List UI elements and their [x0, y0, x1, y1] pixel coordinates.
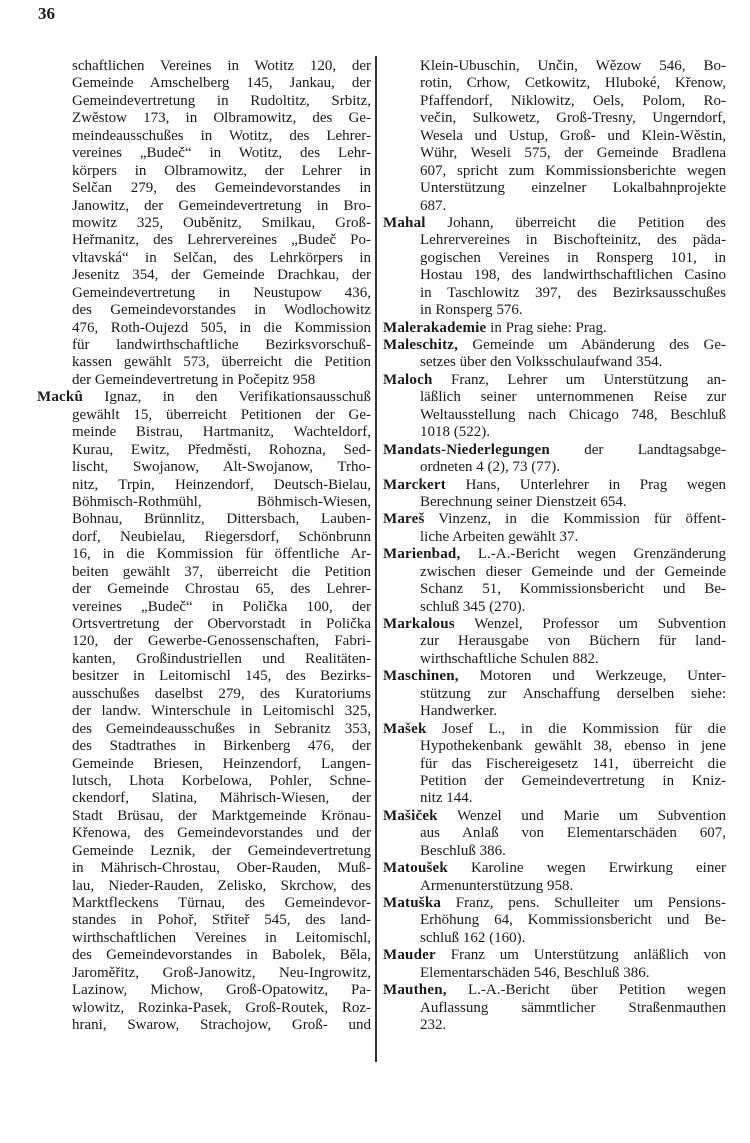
- index-entry-line: [383, 668, 726, 685]
- index-text-line: [383, 703, 726, 720]
- index-text-line: [37, 651, 371, 668]
- index-text: ordneten 4 (2), 73 (77).: [420, 459, 560, 476]
- index-text: wlowitz, Rozinka-Pasek, Groß-Routek, Roz-: [72, 999, 371, 1016]
- index-text-line: [37, 354, 371, 371]
- index-text: Handwerker.: [420, 703, 498, 720]
- index-text: schluß 162 (160).: [420, 929, 526, 946]
- index-text-line: [37, 808, 371, 825]
- index-text: Hans, Unterlehrer in Prag wegen: [445, 476, 726, 493]
- index-text: Elementarschäden 546, Beschluß 386.: [420, 964, 650, 981]
- index-text: 16, in die Kommission für öffentliche Ar-: [72, 546, 371, 563]
- index-entry-line: [383, 372, 726, 389]
- index-text: lau, Nieder-Rauden, Zelisko, Skrchow, des: [72, 877, 371, 894]
- index-text: der Gemeinde Chrostau 65, des Lehrer-: [72, 581, 371, 598]
- index-text-line: [37, 407, 371, 424]
- index-headword: Markalous: [383, 616, 455, 632]
- index-text-line: [37, 424, 371, 441]
- index-headword: Mašiček: [383, 807, 438, 824]
- index-text: 687.: [420, 197, 447, 214]
- index-text: Klein-Ubuschin, Unčin, Wězow 546, Bo-: [420, 58, 726, 74]
- index-text-line: [383, 232, 726, 249]
- index-text-line: [37, 860, 371, 877]
- index-text: 1018 (522).: [420, 424, 490, 441]
- index-text-line: [37, 477, 371, 494]
- index-text: Pfaffendorf, Niklowitz, Oels, Polom, Ro-: [420, 92, 726, 109]
- index-text: Gemeindevertretung in Rudoltitz, Srbitz,: [72, 92, 371, 109]
- index-text-line: [37, 110, 371, 127]
- index-text: Lehrervereines in Bischofteinitz, des päda-: [420, 232, 726, 249]
- index-text-line: [37, 982, 371, 999]
- index-headword: Mahal: [383, 214, 426, 231]
- index-text-line: [383, 110, 726, 127]
- index-text-line: [37, 721, 371, 738]
- index-headword: Matuška: [383, 895, 442, 911]
- column-divider: [375, 56, 377, 1062]
- index-text: Gemeinde Leznik, der Gemeindevertretung: [72, 842, 371, 859]
- index-text-line: [383, 58, 726, 75]
- index-text: in Ronsperg 576.: [420, 302, 523, 319]
- index-text-line: [383, 825, 726, 842]
- index-text-line: [383, 599, 726, 616]
- index-text-line: [37, 372, 371, 389]
- index-text-line: [383, 756, 726, 773]
- index-text: Hostau 198, des landwirthschaftlichen Casino: [420, 267, 726, 284]
- index-text: der Landtagsabge-: [549, 441, 726, 458]
- index-text: Franz, Lehrer um Unterstützung an-: [432, 371, 726, 388]
- index-headword: Mareš: [383, 511, 425, 528]
- index-text-line: [37, 668, 371, 685]
- index-text-line: [383, 93, 726, 110]
- index-text: Ignaz, in den Verifikationsausschuß: [83, 389, 371, 406]
- index-text: Schanz 51, Kommissionsbericht und Be-: [420, 581, 726, 598]
- index-text-line: [37, 494, 371, 511]
- index-text: meinde Bistrau, Hartmanitz, Wachteldorf,: [72, 424, 371, 441]
- index-text-line: [383, 459, 726, 476]
- index-text-line: [383, 180, 726, 197]
- index-text-line: [37, 302, 371, 319]
- index-text-line: [37, 511, 371, 528]
- index-text-line: [37, 599, 371, 616]
- index-text: lischt, Swojanow, Alt-Swojanow, Trho-: [72, 459, 371, 476]
- index-text: Kurau, Ewitz, Předměsti, Rohozna, Sed-: [72, 441, 371, 458]
- index-text: besitzer in Leitomischl 145, des Bezirks-: [72, 668, 371, 685]
- index-text-line: [383, 581, 726, 598]
- index-text-line: [383, 75, 726, 92]
- index-text-line: [37, 267, 371, 284]
- index-text-line: [383, 965, 726, 982]
- index-text: Ortsvertretung der Obervorstadt in Polička: [72, 616, 371, 632]
- index-text: Lazinow, Michow, Groß-Opatowitz, Pa-: [72, 982, 371, 999]
- index-entry-line: [383, 616, 726, 633]
- index-text-line: [37, 790, 371, 807]
- index-text-line: [383, 529, 726, 546]
- index-text: Janowitz, der Gemeindevertretung in Bro-: [72, 197, 371, 214]
- index-text-line: [383, 790, 726, 807]
- index-text: Motoren und Werkzeuge, Unter-: [458, 668, 726, 685]
- index-text-line: [383, 198, 726, 215]
- index-text: Heřmanitz, des Lehrervereines „Budeč Po-: [72, 232, 371, 249]
- index-text-line: [37, 947, 371, 964]
- index-text: Josef L., in die Kommission für die: [426, 720, 726, 737]
- index-text: kanten, Großindustriellen und Realitäten-: [72, 650, 371, 667]
- index-text-line: [37, 686, 371, 703]
- index-text-line: [37, 93, 371, 110]
- index-text-line: [37, 337, 371, 354]
- index-text-line: [37, 75, 371, 92]
- index-text: standes in Pohoř, Střiteř 545, des land-: [72, 912, 371, 929]
- index-text-line: [37, 756, 371, 773]
- index-text: Hypothekenbank gewählt 38, ebenso in jene: [420, 738, 726, 755]
- index-text-line: [383, 145, 726, 162]
- index-text: für das Fischereigesetz 141, überreicht die: [420, 755, 726, 772]
- index-text-line: [37, 633, 371, 650]
- index-headword: Marienbad,: [383, 546, 461, 563]
- index-text: der landw. Winterschule in Leitomischl 325,: [72, 703, 371, 720]
- index-text-line: [37, 703, 371, 720]
- index-headword: Malerakademie: [383, 319, 487, 336]
- index-text-line: [37, 1017, 371, 1034]
- index-column-right: [383, 58, 726, 1035]
- index-text-line: [37, 616, 371, 633]
- index-headword: Mauder: [383, 947, 436, 964]
- index-text-line: [383, 633, 726, 650]
- index-text-line: [37, 180, 371, 197]
- index-text-line: [383, 686, 726, 703]
- index-text: gogischen Vereines in Ronsperg 101, in: [420, 249, 726, 266]
- index-entry-line: [383, 947, 726, 964]
- index-text: meindeausschußes in Wotitz, des Lehrer-: [72, 127, 371, 144]
- index-text: des Stadtrathes in Birkenberg 476, der: [72, 738, 371, 755]
- index-text-line: [37, 529, 371, 546]
- index-text: rotin, Crhow, Cetkowitz, Hluboké, Křenow,: [420, 75, 726, 92]
- index-text: večin, Sulkowetz, Groß-Tresny, Ungerndorf,: [420, 110, 726, 127]
- index-headword: Mauthen,: [383, 982, 447, 999]
- index-headword: Matoušek: [383, 860, 448, 877]
- index-text-line: [383, 494, 726, 511]
- index-text-line: [37, 878, 371, 895]
- index-text-line: [383, 267, 726, 284]
- index-headword: Maloch: [383, 371, 433, 388]
- index-entry-line: [383, 511, 726, 528]
- index-text: körpers in Olbramowitz, der Lehrer in: [72, 162, 371, 179]
- index-entry-line: [383, 895, 726, 912]
- index-text-line: [37, 912, 371, 929]
- index-text-line: [37, 250, 371, 267]
- index-text: vltavská“ in Selčan, des Lehrkörpers in: [72, 249, 371, 266]
- index-text: setzes über den Volksschulaufwand 354.: [420, 354, 663, 371]
- index-headword: Mašek: [383, 720, 427, 737]
- index-text: ausschußes daselbst 279, des Kuratoriums: [72, 685, 371, 702]
- index-text-line: [383, 912, 726, 929]
- index-text-line: [383, 1000, 726, 1017]
- index-text: Unterstützung einzelner Lokalbahnprojekte: [420, 180, 726, 197]
- index-text-line: [383, 738, 726, 755]
- index-text: dorf, Neubielau, Riegersdorf, Schönbrunn: [72, 528, 371, 545]
- index-text-line: [37, 965, 371, 982]
- index-text: Selčan 279, des Gemeindevorstandes in: [72, 180, 371, 197]
- index-entry-line: [37, 389, 371, 406]
- index-text: nitz 144.: [420, 790, 473, 807]
- index-text: 607, spricht zum Kommissionsberichte wegen: [420, 162, 726, 179]
- index-text: in Mährisch-Chrostau, Ober-Rauden, Muß-: [72, 860, 371, 877]
- index-text-line: [37, 459, 371, 476]
- index-entry-line: [383, 215, 726, 232]
- index-text: ckendorf, Slatina, Mährisch-Wiesen, der: [72, 790, 371, 807]
- index-text: Vinzenz, in die Kommission für öffent-: [424, 511, 726, 528]
- index-text: Franz, pens. Schulleiter um Pensions-: [441, 895, 726, 911]
- index-text: liche Arbeiten gewählt 37.: [420, 528, 579, 545]
- index-text: Weltausstellung nach Chicago 748, Beschluß: [420, 406, 726, 423]
- index-text-line: [37, 442, 371, 459]
- index-entry-line: [383, 337, 726, 354]
- index-text: Erhöhung 64, Kommissionsbericht und Be-: [420, 912, 726, 929]
- index-text: vereines „Budeč“ in Polička 100, der: [72, 598, 371, 615]
- index-text-line: [383, 651, 726, 668]
- index-text-line: [383, 407, 726, 424]
- index-text: Křenowa, des Gemeindevorstandes und der: [72, 825, 371, 842]
- index-text-line: [37, 843, 371, 860]
- index-text: Berechnung seiner Dienstzeit 654.: [420, 493, 627, 510]
- index-text: 232.: [420, 1017, 447, 1034]
- index-text: hrani, Swarow, Strachojow, Groß- und: [72, 1017, 371, 1034]
- index-text-line: [383, 773, 726, 790]
- index-text: Gemeindevertretung in Neustupow 436,: [72, 284, 371, 301]
- index-text-line: [37, 546, 371, 563]
- index-text-line: [37, 215, 371, 232]
- index-text: Gemeinde Amschelberg 145, Jankau, der: [72, 75, 371, 92]
- index-text: Franz um Unterstützung anläßlich von: [435, 947, 726, 964]
- index-text: schaftlichen Vereines in Wotitz 120, der: [72, 58, 371, 74]
- index-text: Wenzel und Marie um Subvention: [437, 807, 726, 824]
- index-entry-line: [383, 546, 726, 563]
- index-text: Bohnau, Brünnlitz, Dittersbach, Lauben-: [72, 511, 371, 528]
- index-text-line: [383, 163, 726, 180]
- index-text: kassen gewählt 573, überreicht die Petition: [72, 354, 371, 371]
- index-text: des Gemeindeausschußes in Sebranitz 353,: [72, 720, 371, 737]
- index-entry-line: [383, 320, 726, 337]
- index-text: aus Anlaß von Elementarschäden 607,: [420, 825, 726, 842]
- index-text: Gemeinde Briesen, Heinzendorf, Langen-: [72, 755, 371, 772]
- index-entry-line: [383, 808, 726, 825]
- index-text: Auflassung sämmtlicher Straßenmauthen: [420, 999, 726, 1016]
- index-text: L.-A.-Bericht über Petition wegen: [446, 982, 726, 999]
- index-text: Petition der Gemeindevertretung in Kniz-: [420, 772, 726, 789]
- index-text-line: [383, 128, 726, 145]
- index-text: des Gemeindevorstandes in Wodlochowitz: [72, 302, 371, 319]
- index-text: läßlich seiner unternommenen Reise zur: [420, 389, 726, 406]
- index-text-line: [37, 145, 371, 162]
- index-entry-line: [383, 721, 726, 738]
- index-text-line: [37, 163, 371, 180]
- index-text-line: [383, 424, 726, 441]
- page-number: 36: [38, 4, 55, 23]
- index-text-line: [383, 354, 726, 371]
- index-text: wirthschaftlichen Vereines in Leitomischl,: [72, 929, 371, 946]
- index-text: Jaroměřitz, Groß-Janowitz, Neu-Ingrowitz,: [72, 964, 371, 981]
- index-text: des Gemeindevorstandes in Babolek, Běla,: [72, 947, 371, 964]
- index-text-line: [37, 581, 371, 598]
- index-text: Zwěstow 173, in Olbramowitz, des Ge-: [72, 110, 371, 127]
- index-text-line: [383, 285, 726, 302]
- index-headword: Maschinen,: [383, 668, 459, 685]
- index-text: Karoline wegen Erwirkung einer: [447, 860, 726, 877]
- index-text-line: [37, 564, 371, 581]
- index-text-line: [37, 825, 371, 842]
- index-text: Johann, überreicht die Petition des: [425, 214, 726, 231]
- index-text: Stadt Brüsau, der Marktgemeinde Krönau-: [72, 807, 371, 824]
- index-text: stützung zur Anschaffung derselben siehe:: [420, 685, 726, 702]
- index-column-left: [37, 58, 371, 1035]
- index-text-line: [37, 128, 371, 145]
- index-text: in Taschlowitz 397, des Bezirksausschußes: [420, 284, 726, 301]
- index-text-line: [37, 773, 371, 790]
- index-entry-line: [383, 982, 726, 999]
- index-text: Wühr, Weseli 575, der Gemeinde Bradlena: [420, 145, 726, 162]
- index-text: schluß 345 (270).: [420, 598, 526, 615]
- index-text: Wenzel, Professor um Subvention: [454, 616, 726, 632]
- index-text: nitz, Trpin, Heinzendorf, Deutsch-Bielau,: [72, 476, 371, 493]
- index-entry-line: [383, 477, 726, 494]
- index-headword: Mackû: [37, 389, 83, 406]
- index-text: Beschluß 386.: [420, 842, 506, 859]
- index-entry-line: [383, 860, 726, 877]
- index-text-line: [37, 285, 371, 302]
- index-text-line: [37, 930, 371, 947]
- index-text: Marktfleckens Türnau, des Gemeindevor-: [72, 895, 371, 911]
- index-text-line: [383, 878, 726, 895]
- index-text: mowitz 325, Ouběnitz, Smilkau, Groß-: [72, 214, 371, 231]
- index-text: beiten gewählt 37, überreicht die Petition: [72, 563, 371, 580]
- index-text: vereines „Budeč“ in Wotitz, des Lehr-: [72, 145, 371, 162]
- index-text: der Gemeindevertretung in Počepitz 958: [72, 371, 316, 388]
- index-text: Armenunterstützung 958.: [420, 877, 574, 894]
- index-text-line: [37, 738, 371, 755]
- index-text: zur Herausgabe von Büchern für land-: [420, 633, 726, 650]
- index-headword: Marckert: [383, 476, 446, 493]
- index-text-line: [37, 198, 371, 215]
- index-text: Wesela und Ustup, Groß- und Klein-Wěstin,: [420, 127, 726, 144]
- index-text: in Prag siehe: Prag.: [486, 319, 607, 336]
- index-text: gewählt 15, überreicht Petitionen der Ge-: [72, 406, 371, 423]
- index-text: Böhmisch-Rothmühl, Böhmisch-Wiesen,: [72, 493, 371, 510]
- index-text-line: [383, 1017, 726, 1034]
- index-text-line: [383, 250, 726, 267]
- index-entry-line: [383, 442, 726, 459]
- index-text: 476, Roth-Oujezd 505, in die Kommission: [72, 319, 371, 336]
- index-text-line: [383, 302, 726, 319]
- index-text: L.-A.-Bericht wegen Grenzänderung: [460, 546, 726, 563]
- index-text-line: [37, 320, 371, 337]
- index-text-line: [383, 930, 726, 947]
- index-text-line: [37, 895, 371, 912]
- index-text: zwischen dieser Gemeinde und der Gemeinde: [420, 563, 726, 580]
- index-text: Jesenitz 354, der Gemeinde Drachkau, der: [72, 267, 371, 284]
- index-text-line: [383, 564, 726, 581]
- index-headword: Mandats-Niederlegungen: [383, 441, 550, 458]
- index-text: lutsch, Lhota Korbelowa, Pohler, Schne-: [72, 772, 371, 789]
- index-headword: Maleschitz,: [383, 337, 459, 353]
- index-text-line: [37, 1000, 371, 1017]
- index-text: für landwirthschaftliche Bezirksvorschuß-: [72, 337, 371, 353]
- index-text: Gemeinde um Abänderung des Ge-: [458, 337, 726, 353]
- index-text-line: [383, 843, 726, 860]
- index-text: 120, der Gewerbe-Genossenschaften, Fabri-: [72, 633, 371, 650]
- index-text-line: [37, 232, 371, 249]
- index-text-line: [37, 58, 371, 75]
- index-text-line: [383, 389, 726, 406]
- index-text: wirthschaftliche Schulen 882.: [420, 650, 599, 667]
